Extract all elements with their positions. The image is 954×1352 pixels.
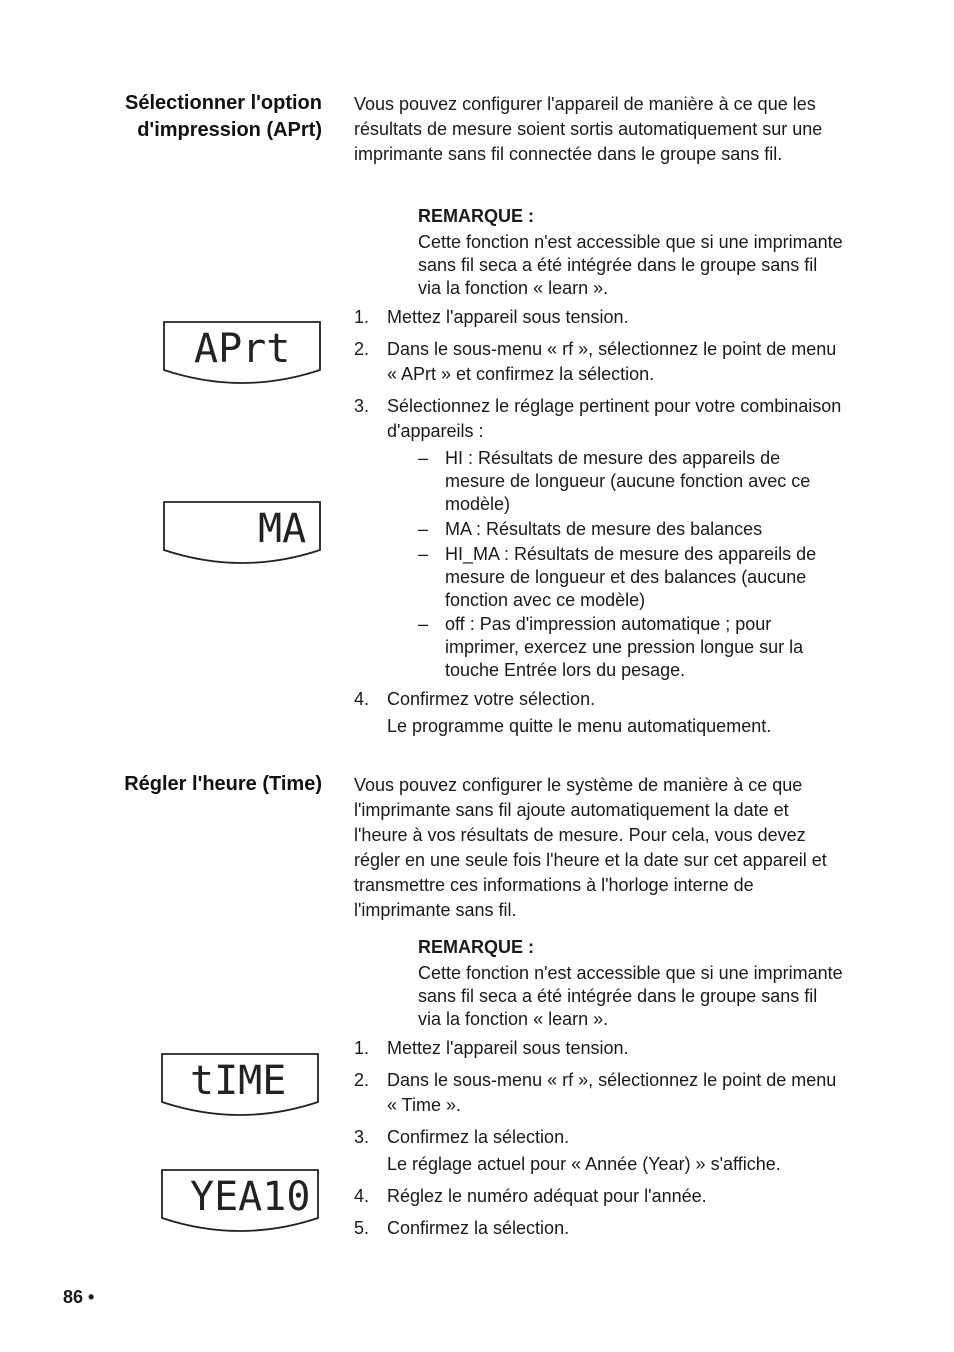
option-dash: – xyxy=(418,519,429,539)
remark-text: Cette fonction n'est accessible que si une imprimante sans fil seca a été intégrée dans le groupe sans fil via la fonction « learn ». xyxy=(418,963,843,1029)
intro-paragraph-time: Vous pouvez configurer le système de manière à ce que l'imprimante sans fil ajoute automatiquement la date et l'heure à vos résultats de mesure. Pour cela, vous devez régler en une seule fois l'heure et la date sur cet appareil et transmettre ces informations à l'horloge interne de l'imprimante sans fil. xyxy=(354,775,827,920)
section-heading-aprt xyxy=(125,90,322,144)
step-number: 4. xyxy=(354,689,370,709)
option-text: MA : Résultats de mesure des balances xyxy=(445,519,763,539)
step-text: Sélectionnez le réglage pertinent pour votre combinaison d'appareils : xyxy=(387,396,842,441)
remark-box-time xyxy=(418,936,843,1031)
lcd-text: APrt xyxy=(194,326,291,372)
heading-line-2: d'impression (APrt) xyxy=(137,119,322,141)
step-text: Confirmez votre sélection. xyxy=(387,689,596,709)
option-text: off : Pas d'impression automatique ; pour imprimer, exercez une pression longue sur la touche Entrée lors du pesage. xyxy=(445,614,804,680)
lcd-display-aprt xyxy=(162,320,322,384)
option-dash: – xyxy=(418,544,429,564)
step-number: 5. xyxy=(354,1218,370,1238)
lcd-text: MA xyxy=(258,506,307,552)
step-text: Réglez le numéro adéquat pour l'année. xyxy=(387,1186,707,1206)
option-dash: – xyxy=(418,614,429,634)
step-note: Le programme quitte le menu automatiquement. xyxy=(387,716,772,736)
lcd-display-year xyxy=(160,1168,320,1232)
section-heading-time: Régler l'heure (Time) xyxy=(124,773,322,795)
step-number: 1. xyxy=(354,1038,370,1058)
remark-title: REMARQUE : xyxy=(418,937,534,957)
heading-line-1: Sélectionner l'option xyxy=(125,92,322,114)
option-text: HI : Résultats de mesure des appareils de mesure de longueur (aucune fonction avec ce modèle) xyxy=(445,448,811,514)
step-number: 1. xyxy=(354,307,370,327)
page-number: 86 • xyxy=(63,1287,95,1307)
remark-title: REMARQUE : xyxy=(418,206,534,226)
step-number: 4. xyxy=(354,1186,370,1206)
step-text: Dans le sous-menu « rf », sélectionnez le point de menu « Time ». xyxy=(387,1070,837,1115)
step-number: 3. xyxy=(354,396,370,416)
remark-box-aprt xyxy=(418,205,843,300)
step-number: 2. xyxy=(354,339,370,359)
step-number: 3. xyxy=(354,1127,370,1147)
lcd-text: tIME xyxy=(190,1058,287,1104)
step-text: Dans le sous-menu « rf », sélectionnez le point de menu « APrt » et confirmez la sélection. xyxy=(387,339,837,384)
step-text: Mettez l'appareil sous tension. xyxy=(387,307,629,327)
step-text: Confirmez la sélection. xyxy=(387,1218,570,1238)
lcd-display-time xyxy=(160,1052,320,1116)
step-number: 2. xyxy=(354,1070,370,1090)
remark-text: Cette fonction n'est accessible que si une imprimante sans fil seca a été intégrée dans le groupe sans fil via la fonction « learn ». xyxy=(418,232,843,298)
option-text: HI_MA : Résultats de mesure des appareils de mesure de longueur et des balances (aucune fonction avec ce modèle) xyxy=(445,544,817,610)
lcd-text: YEA10 xyxy=(190,1174,311,1220)
intro-paragraph-aprt: Vous pouvez configurer l'appareil de manière à ce que les résultats de mesure soient sortis automatiquement sur une imprimante sans fil connectée dans le groupe sans fil. xyxy=(354,94,823,164)
step-note: Le réglage actuel pour « Année (Year) » s'affiche. xyxy=(387,1154,781,1174)
option-dash: – xyxy=(418,448,429,468)
step-text: Mettez l'appareil sous tension. xyxy=(387,1038,629,1058)
lcd-display-ma xyxy=(162,500,322,564)
step-text: Confirmez la sélection. xyxy=(387,1127,570,1147)
